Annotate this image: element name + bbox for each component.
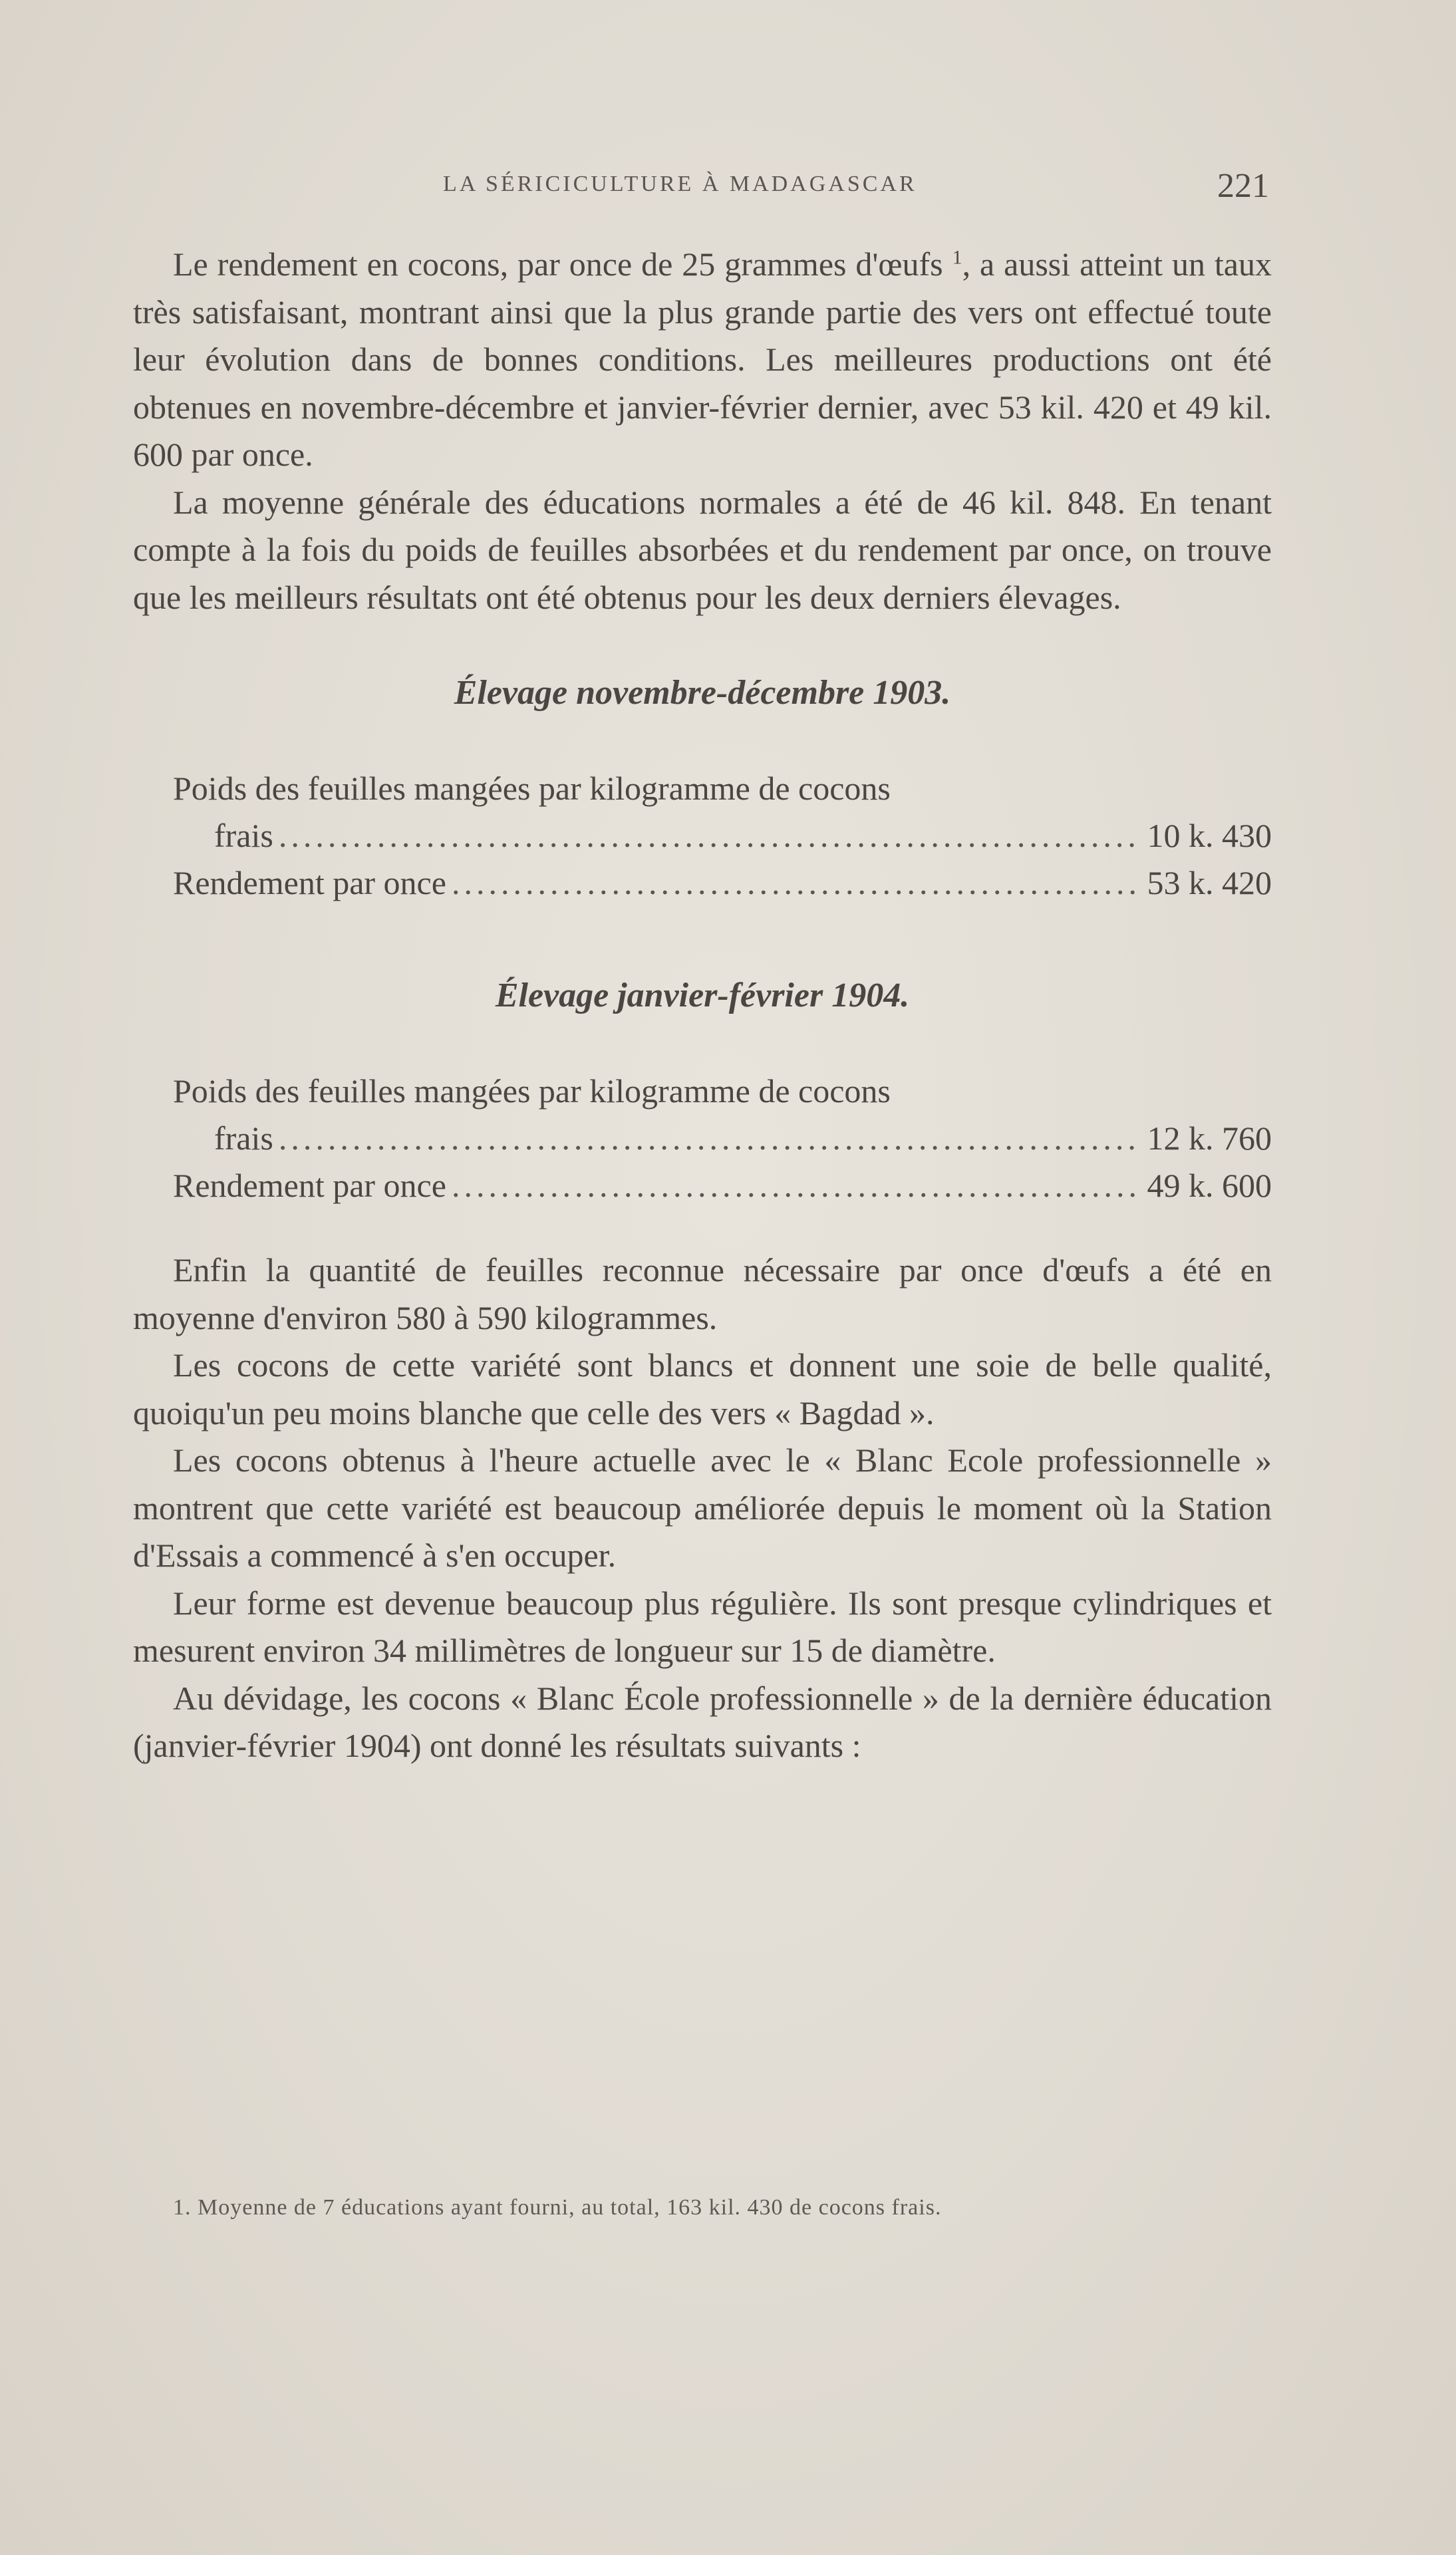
table-row: Rendement par once ..... 53 k. 420 [173, 859, 1272, 907]
table-lead: Poids des feuilles mangées par kilogramme de cocons [173, 770, 891, 807]
page-header [133, 167, 1277, 212]
footnote-marker: 1 [952, 246, 962, 269]
paragraph-quantite: Enfin la quantité de feuilles reconnue nécessaire par once d'œufs a été en moyenne d'environ 580 à 590 kilogrammes. [133, 1251, 1272, 1336]
page-number: 221 [1217, 167, 1269, 205]
table-row: Rendement par once ..... 49 k. 600 [173, 1162, 1272, 1209]
paragraph-rendement: Le rendement en cocons, par once de 25 grammes d'œufs $^1$, a aussi atteint un taux très satisfaisant, montrant ainsi que la plus grande partie des vers ont effectué toute leur évolution dans de bonnes conditions. Les meilleures productions ont été obtenues en novembre-décembre et janvier-février dernier, avec 53 kil. 420 et 49 kil. 600 par once. [133, 245, 1272, 473]
table-row: frais ..... 10 k. 430 [173, 812, 1272, 859]
table-1903 [173, 765, 1272, 907]
footnote: 1. Moyenne de 7 éducations ayant fourni, au total, 163 kil. 430 de cocons frais. [173, 2195, 942, 2220]
running-title: LA SÉRICICULTURE À MADAGASCAR [443, 172, 917, 196]
table-1904 [173, 1068, 1272, 1209]
paragraph-moyenne: La moyenne générale des éducations normales a été de 46 kil. 848. En tenant compte à la fois du poids de feuilles absorbées et du rendement par once, on trouve que les meilleurs résultats ont été obtenus pour les deux derniers élevages. [133, 483, 1272, 616]
paragraph-cocons-blancs: Les cocons de cette variété sont blancs et donnent une soie de belle qualité, quoiqu'un peu moins blanche que celle des vers « Bagdad ». [133, 1346, 1272, 1431]
body-text [133, 241, 1272, 1770]
paragraph-devidage: Au dévidage, les cocons « Blanc École professionnelle » de la dernière éducation (janvier-février 1904) ont donné les résultats suivants : [133, 1679, 1272, 1764]
section-title-1903: Élevage novembre-décembre 1903. [454, 674, 951, 712]
table-row: frais ..... 12 k. 760 [173, 1115, 1272, 1162]
section-title-1904: Élevage janvier-février 1904. [495, 977, 910, 1014]
paragraph-amelioration: Les cocons obtenus à l'heure actuelle avec le « Blanc Ecole professionnelle » montrent que cette variété est beaucoup améliorée depuis le moment où la Station d'Essais a commencé à s'en occuper. [133, 1441, 1272, 1574]
table-lead: Poids des feuilles mangées par kilogramme de cocons [173, 1072, 891, 1110]
paragraph-forme: Leur forme est devenue beaucoup plus régulière. Ils sont presque cylindriques et mesurent environ 34 millimètres de longueur sur 15 de diamètre. [133, 1584, 1272, 1669]
